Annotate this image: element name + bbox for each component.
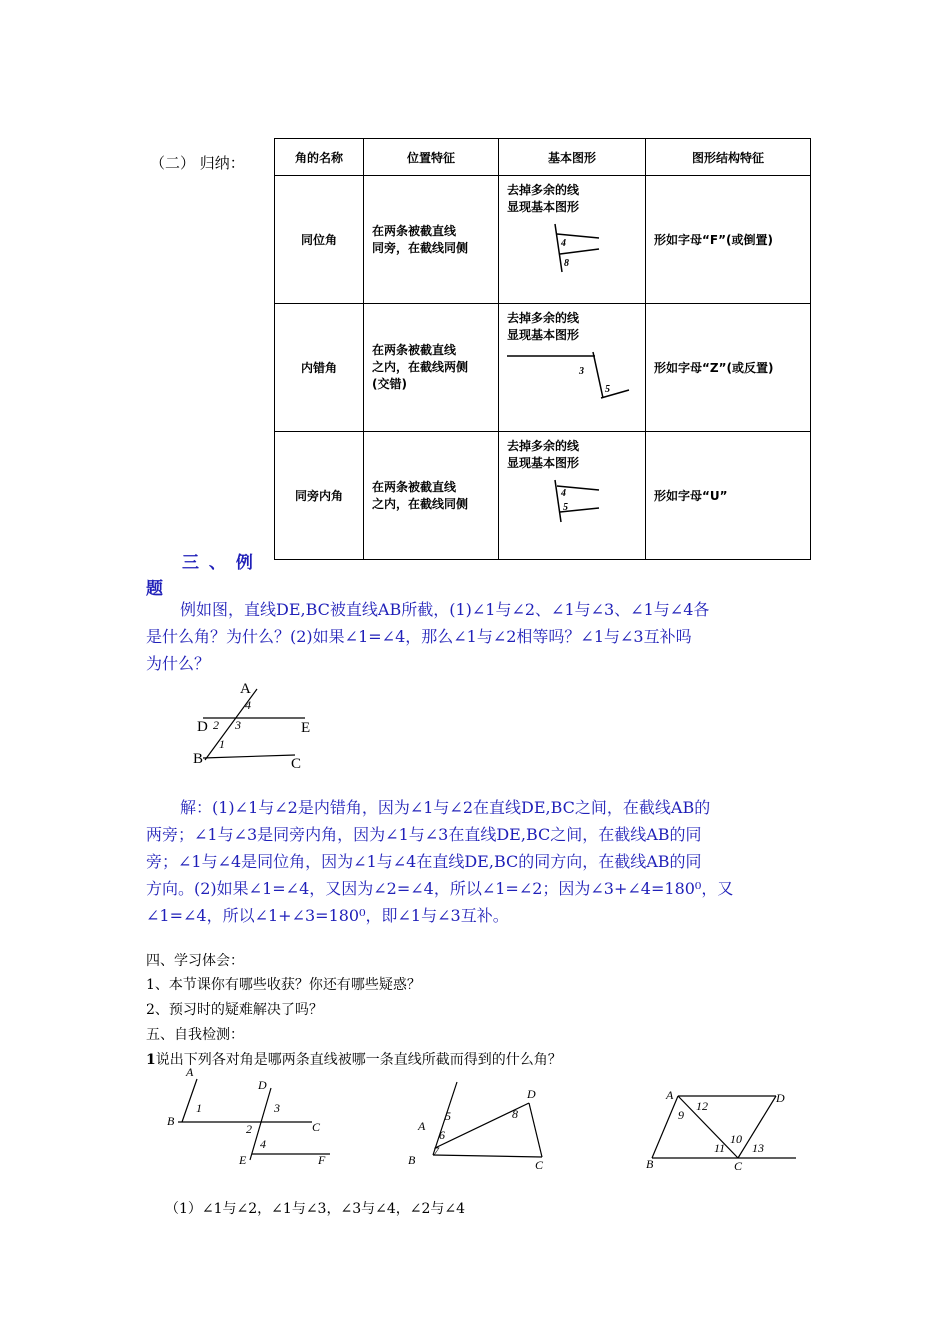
table-row <box>275 176 811 304</box>
figure-cell <box>499 432 646 560</box>
summary-table <box>274 138 811 560</box>
solution <box>146 794 826 929</box>
angle-label: 12 <box>696 1099 708 1113</box>
fig-label: 3 <box>579 366 584 377</box>
section2-label: （二） 归纳： <box>150 154 245 172</box>
table-row <box>275 432 811 560</box>
fig-label: 5 <box>563 502 568 513</box>
figure-cell <box>499 176 646 304</box>
table-row <box>275 304 811 432</box>
section4-question: 1、本节课你有哪些收获？你还有哪些疑惑？ <box>146 977 421 993</box>
figure-caption: 显现基本图形 <box>507 328 580 342</box>
angle-label: 10 <box>730 1132 742 1146</box>
position-line: 之内，在截线同侧 <box>372 496 469 511</box>
angle-name: 同旁内角 <box>275 432 364 560</box>
exercise-figure-3 <box>640 1084 805 1172</box>
point-label: A <box>666 1088 674 1102</box>
alternate-angle-figure <box>507 344 637 406</box>
header-cell: 位置特征 <box>364 139 499 176</box>
solution-line: 两旁；∠1与∠3是同旁内角，因为∠1与∠3在直线DE,BC之间，在截线AB的同 <box>146 825 702 844</box>
figure-caption: 去掉多余的线 <box>507 311 580 325</box>
angle-label: 3 <box>274 1101 280 1115</box>
point-label: D <box>776 1091 785 1105</box>
position-line: 在两条被截直线 <box>372 223 457 238</box>
table-header-row <box>275 139 811 176</box>
angle-label: 7 <box>433 1144 439 1158</box>
fig-label: 5 <box>605 384 610 395</box>
header-cell: 基本图形 <box>499 139 646 176</box>
position-cell <box>364 176 499 304</box>
position-line: 在两条被截直线 <box>372 479 457 494</box>
feature-cell: 形如字母“F”(或倒置) <box>646 176 811 304</box>
point-label: D <box>197 719 208 735</box>
angle-name: 内错角 <box>275 304 364 432</box>
position-line: 在两条被截直线 <box>372 343 457 357</box>
feature-cell: 形如字母“Z”(或反置) <box>646 304 811 432</box>
angle-label: 4 <box>245 698 251 712</box>
position-line: 之内，在截线两侧 <box>372 360 469 374</box>
point-label: B <box>646 1157 654 1171</box>
angle-label: 9 <box>678 1108 684 1122</box>
angle-label: 2 <box>213 718 219 732</box>
same-side-angle-figure <box>507 472 617 532</box>
figure-caption: 去掉多余的线 <box>507 439 580 453</box>
feature-cell: 形如字母“U” <box>646 432 811 560</box>
point-label: A <box>240 681 251 697</box>
section5-title: 五、自我检测： <box>146 1027 244 1043</box>
point-label: C <box>734 1159 743 1172</box>
answer-line: （1）∠1与∠2，∠1与∠3，∠3与∠4，∠2与∠4 <box>165 1201 466 1217</box>
fig-label: 4 <box>561 238 566 249</box>
solution-line: 解：(1)∠1与∠2是内错角，因为∠1与∠2在直线DE,BC之间，在截线AB的 <box>180 798 711 817</box>
header-cell: 图形结构特征 <box>646 139 811 176</box>
point-label: A <box>186 1066 194 1079</box>
solution-line: 旁；∠1与∠4是同位角，因为∠1与∠4在直线DE,BC的同方向，在截线AB的同 <box>146 852 702 871</box>
header-cell: 角的名称 <box>275 139 364 176</box>
figure-caption: 显现基本图形 <box>507 456 580 470</box>
point-label: D <box>258 1078 267 1092</box>
angle-label: 1 <box>219 737 225 751</box>
exercise-figure-2 <box>405 1078 555 1174</box>
question-text: 说出下列各对角是哪两条直线被哪一条直线所截而得到的什么角？ <box>155 1052 562 1068</box>
point-label: A <box>418 1119 426 1133</box>
point-label: C <box>291 756 302 772</box>
example-line: 是什么角？为什么？(2)如果∠1=∠4，那么∠1与∠2相等吗？∠1与∠3互补吗 <box>146 627 692 646</box>
example-line: 为什么？ <box>146 654 211 673</box>
corresponding-angle-figure <box>507 216 617 276</box>
section3-title-cont: 题 <box>146 579 165 599</box>
point-label: B <box>167 1114 175 1128</box>
section3-title: 三 、 例 <box>182 553 255 573</box>
exercise-figure-1 <box>160 1066 340 1170</box>
figure-cell <box>499 304 646 432</box>
position-line: 同旁，在截线同侧 <box>372 240 469 255</box>
fig-label: 4 <box>561 488 566 499</box>
point-label: E <box>239 1153 247 1167</box>
angle-label: 6 <box>439 1128 445 1142</box>
angle-label: 5 <box>445 1109 451 1123</box>
example-problem <box>146 596 826 677</box>
figure-caption: 显现基本图形 <box>507 200 580 214</box>
angle-name: 同位角 <box>275 176 364 304</box>
section4-title: 四、学习体会： <box>146 953 244 969</box>
fig-label: 8 <box>564 258 569 269</box>
example-line: 例如图，直线DE,BC被直线AB所截，(1)∠1与∠2、∠1与∠3、∠1与∠4各 <box>180 600 710 619</box>
point-label: D <box>527 1087 536 1101</box>
angle-label: 13 <box>752 1141 764 1155</box>
solution-line: ∠1=∠4，所以∠1+∠3=180⁰，即∠1与∠3互补。 <box>146 906 509 925</box>
section4-question: 2、预习时的疑难解决了吗？ <box>146 1002 323 1018</box>
position-cell <box>364 304 499 432</box>
point-label: C <box>535 1158 544 1172</box>
point-label: E <box>301 720 311 736</box>
angle-label: 4 <box>260 1137 266 1151</box>
figure-caption: 去掉多余的线 <box>507 183 580 197</box>
point-label: B <box>408 1153 416 1167</box>
angle-label: 11 <box>714 1141 726 1155</box>
point-label: C <box>312 1120 321 1134</box>
angle-label: 2 <box>246 1122 252 1136</box>
position-line: (交错) <box>372 377 407 391</box>
point-label: F <box>318 1153 326 1167</box>
example-figure <box>185 676 325 776</box>
angle-label: 3 <box>235 718 241 732</box>
question-number: 1 <box>146 1052 156 1068</box>
angle-label: 8 <box>512 1107 518 1121</box>
angle-label: 1 <box>196 1101 202 1115</box>
solution-line: 方向。(2)如果∠1=∠4，又因为∠2=∠4，所以∠1=∠2；因为∠3+∠4=180⁰，又 <box>146 879 734 898</box>
position-cell <box>364 432 499 560</box>
point-label: B <box>193 751 204 767</box>
